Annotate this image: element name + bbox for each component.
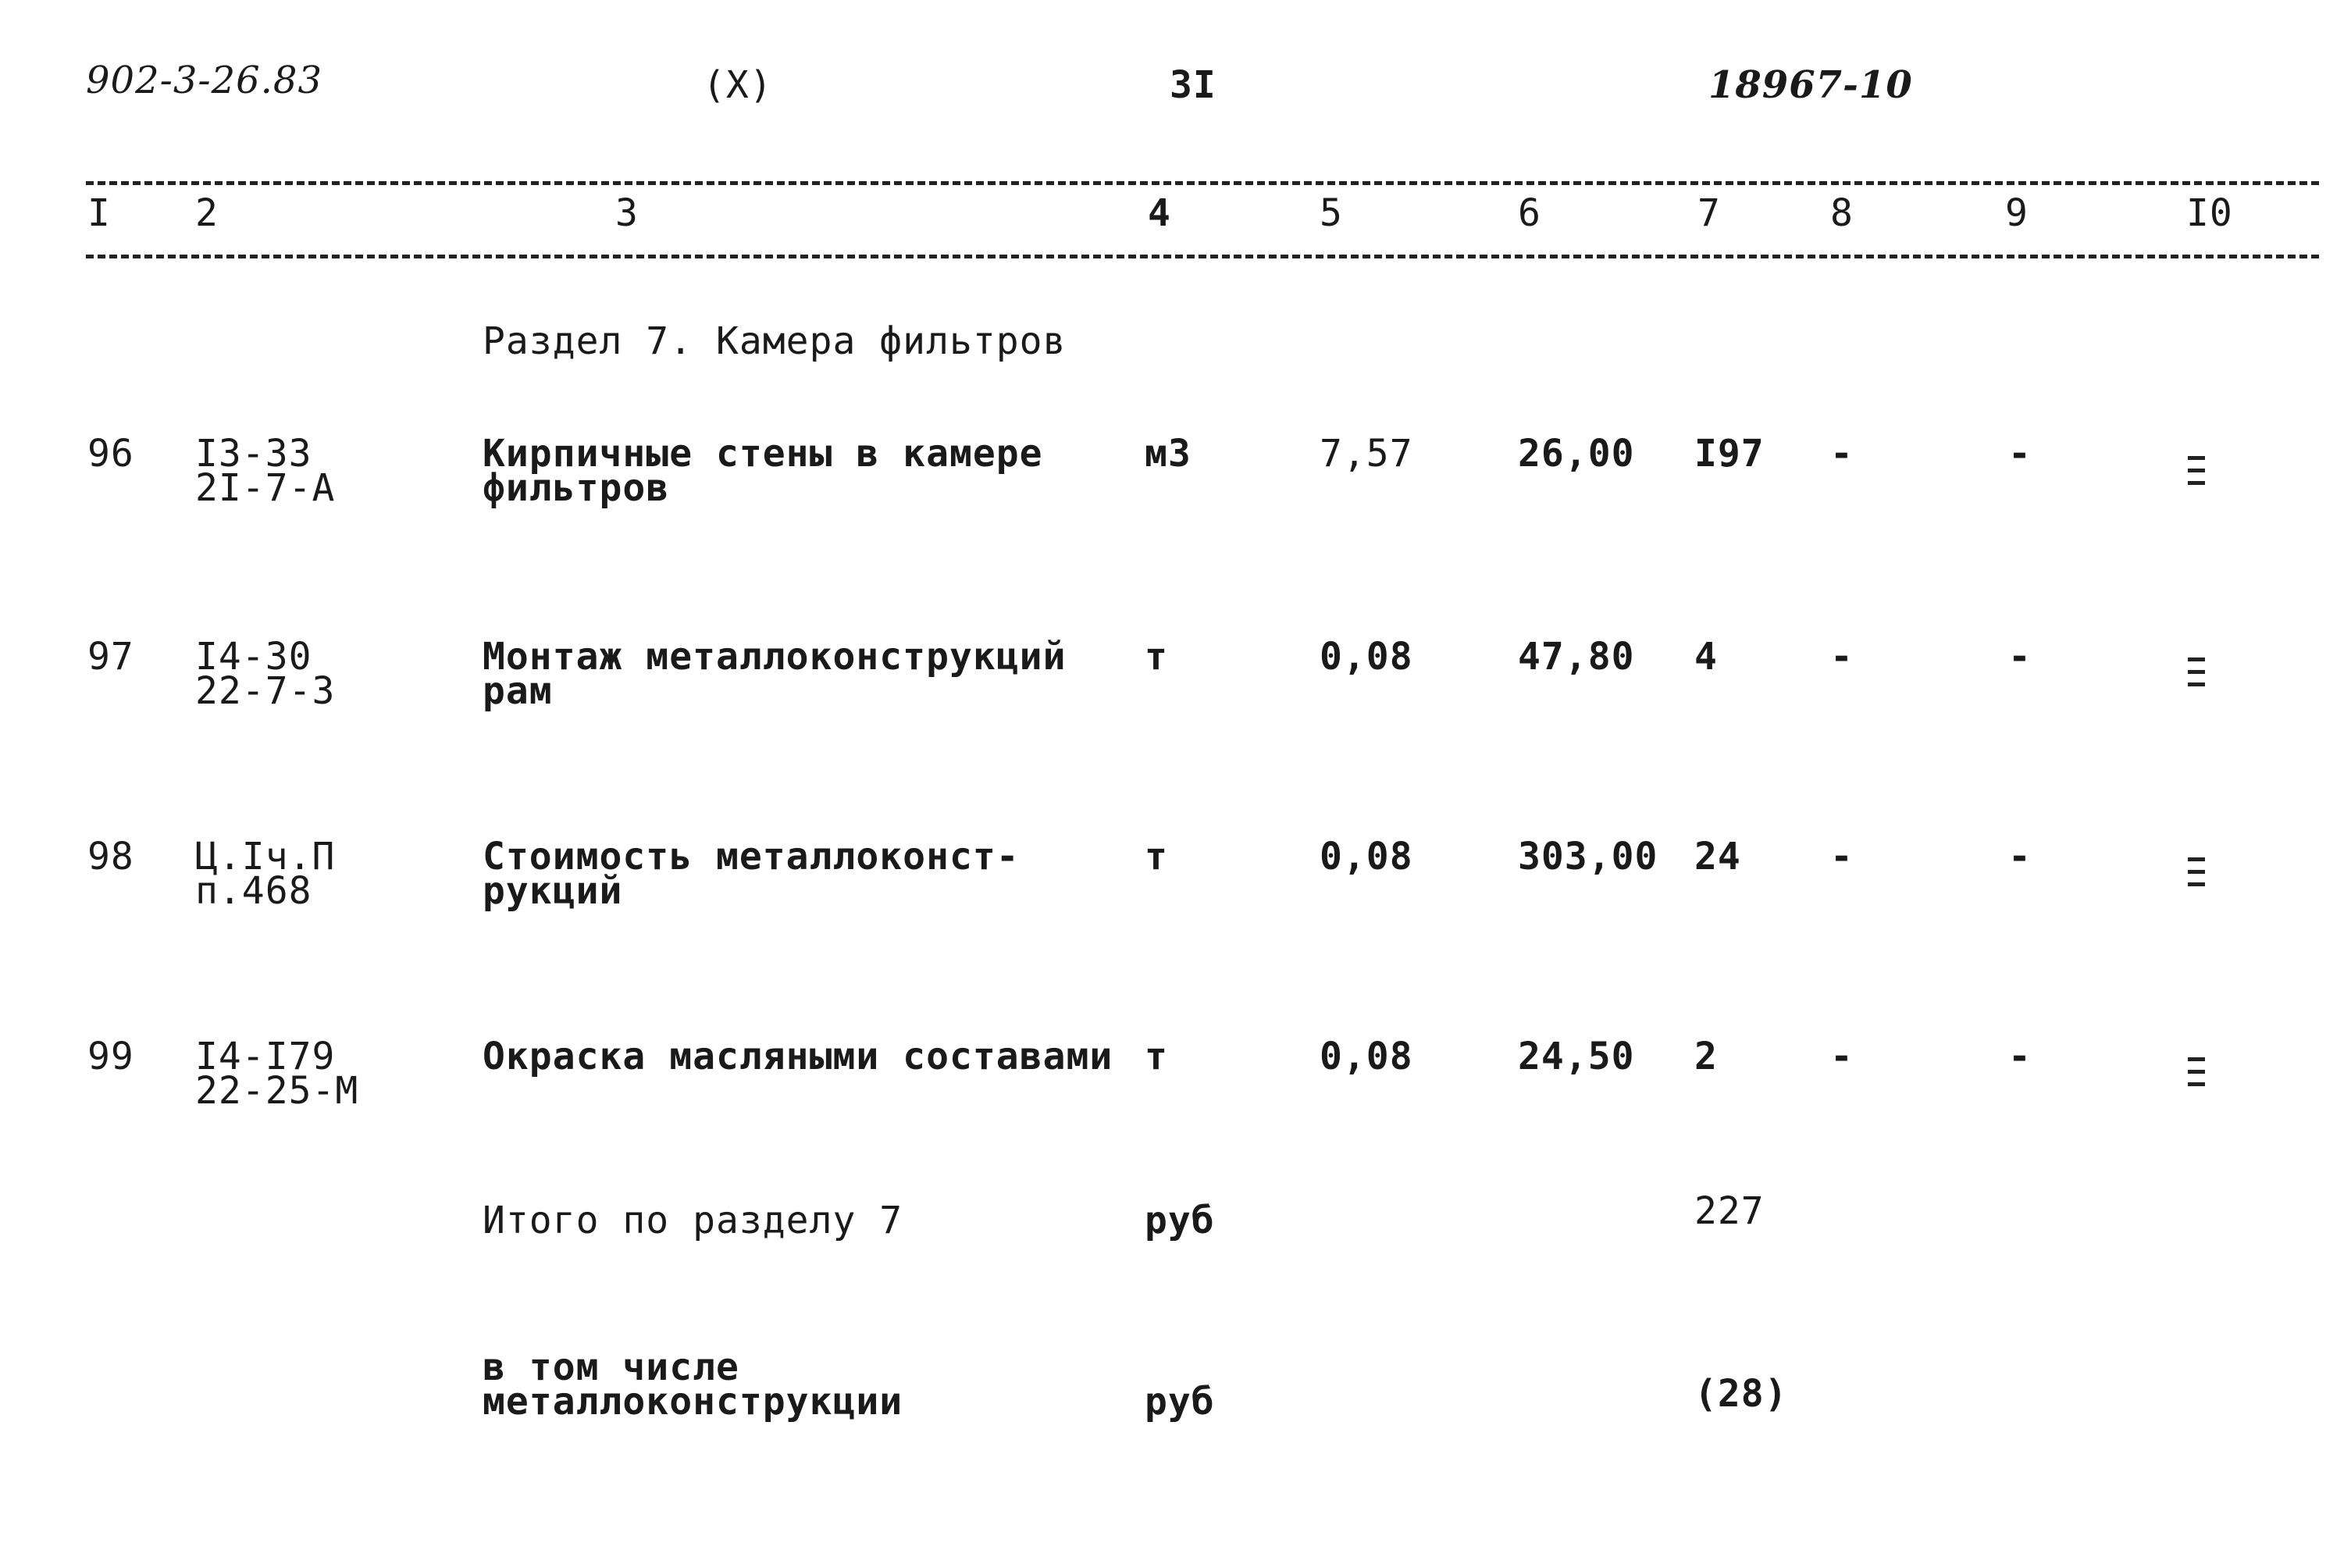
unit-price: 303,00 [1518,835,1658,878]
subtotal-value: (28) [1694,1372,1788,1416]
column-8-value: - [1830,1035,1854,1078]
rate-code-line-2: 22-25-M [195,1069,359,1113]
quantity: 0,08 [1320,1035,1413,1078]
total-cost: 4 [1694,635,1718,679]
total-cost: I97 [1694,432,1765,476]
row-number: 97 [87,635,134,679]
column-8-value: - [1830,432,1854,476]
unit-price: 26,00 [1518,432,1635,476]
item-name-line-2: фильтров [483,466,670,510]
column-header-5: 5 [1320,191,1343,235]
column-10-mark [2188,657,2205,697]
column-8-value: - [1830,835,1854,878]
section-total-value: 227 [1694,1189,1765,1233]
rate-code-line-2: п.468 [195,869,312,913]
item-name-line-1: Стоимость металлоконст- [483,835,1020,878]
unit-price: 24,50 [1518,1035,1635,1078]
unit: т [1145,1035,1168,1078]
rate-code-line-1: I4-I79 [195,1035,336,1078]
rate-code-line-2: 2I-7-A [195,466,336,510]
column-9-value: - [2008,1035,2032,1078]
column-header-1: I [87,191,111,235]
column-9-value: - [2008,635,2032,679]
unit: м3 [1145,432,1192,476]
quantity: 7,57 [1320,432,1413,476]
rate-code-line-1: Ц.Iч.П [195,835,336,878]
column-header-6: 6 [1518,191,1541,235]
row-number: 99 [87,1035,134,1078]
quantity: 0,08 [1320,635,1413,679]
archive-number: 18967-10 [1708,63,1913,107]
column-10-mark [2188,456,2205,495]
column-header-3: 3 [615,191,639,235]
rate-code-line-1: I4-30 [195,635,312,679]
document-number: 902-3-26.83 [86,59,323,102]
total-cost: 24 [1694,835,1741,878]
column-header-10: I0 [2186,191,2233,235]
section-total-unit: руб [1145,1199,1215,1242]
section-code: (X) [703,63,773,107]
subtotal-unit: руб [1145,1380,1215,1424]
section-total-label: Итого по разделу 7 [483,1199,903,1242]
column-9-value: - [2008,432,2032,476]
column-header-8: 8 [1830,191,1854,235]
header-top-rule [86,181,2319,185]
header-bottom-rule [86,255,2319,258]
column-header-9: 9 [2005,191,2029,235]
rate-code-line-1: I3-33 [195,432,312,476]
column-9-value: - [2008,835,2032,878]
item-name-line-1: Кирпичные стены в камере [483,432,1043,476]
unit: т [1145,635,1168,679]
item-name-line-1: Окраска масляными составами [483,1035,1113,1078]
rate-code-line-2: 22-7-3 [195,669,336,713]
section-title: Раздел 7. Камера фильтров [483,319,1067,363]
unit-price: 47,80 [1518,635,1635,679]
subtotal-label-line-2: металлоконструкции [483,1380,903,1424]
item-name-line-1: Монтаж металлоконструкций [483,635,1067,679]
unit: т [1145,835,1168,878]
column-header-7: 7 [1697,191,1721,235]
column-header-4: 4 [1148,191,1171,235]
row-number: 98 [87,835,134,878]
column-10-mark [2188,1057,2205,1096]
column-header-2: 2 [195,191,219,235]
subtotal-label-line-1: в том числе [483,1345,739,1389]
column-8-value: - [1830,635,1854,679]
total-cost: 2 [1694,1035,1718,1078]
item-name-line-2: рукций [483,869,623,913]
page-number: 3I [1170,63,1216,107]
row-number: 96 [87,432,134,476]
quantity: 0,08 [1320,835,1413,878]
column-10-mark [2188,857,2205,896]
item-name-line-2: рам [483,669,553,713]
